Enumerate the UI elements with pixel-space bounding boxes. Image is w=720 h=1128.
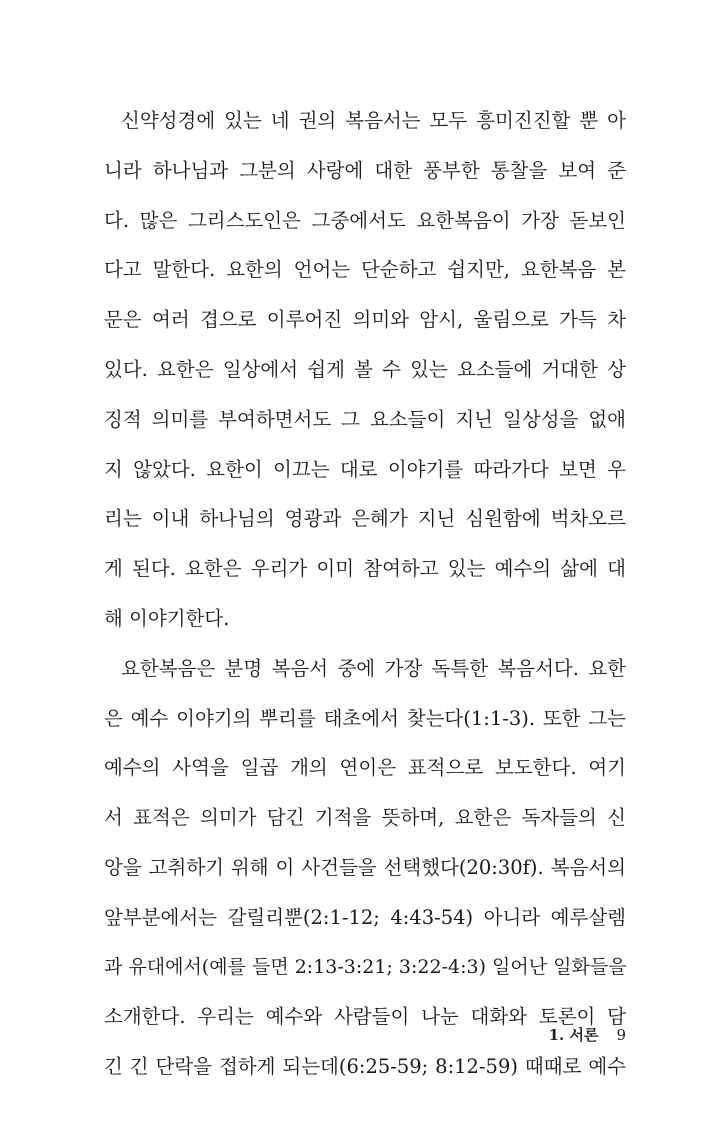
text-line: 징적 의미를 부여하면서도 그 요소들이 지닌 일상성을 없애	[104, 407, 626, 431]
text-line: 요한복음은 분명 복음서 중에 가장 독특한 복음서다. 요한	[121, 656, 626, 680]
text-line: 게 된다. 요한은 우리가 이미 참여하고 있는 예수의 삶에 대	[104, 557, 626, 581]
text-line: 있다. 요한은 일상에서 쉽게 볼 수 있는 요소들에 거대한 상	[104, 357, 626, 381]
text-line: 해 이야기한다.	[104, 606, 230, 630]
text-line: 긴 긴 단락을 접하게 되는데(6:25-59; 8:12-59) 때때로 예수	[104, 1055, 626, 1079]
text-line: 지 않았다. 요한이 이끄는 대로 이야기를 따라가다 보면 우	[104, 457, 626, 481]
text-line: 예수의 사역을 일곱 개의 연이은 표적으로 보도한다. 여기	[104, 756, 626, 780]
text-line: 리는 이내 하나님의 영광과 은혜가 지닌 심원함에 벅차오르	[104, 507, 626, 531]
text-line: 다. 많은 그리스도인은 그중에서도 요한복음이 가장 돋보인	[104, 208, 626, 232]
text-line: 은 예수 이야기의 뿌리를 태초에서 찾는다(1:1-3). 또한 그는	[104, 706, 626, 730]
text-line: 소개한다. 우리는 예수와 사람들이 나눈 대화와 토론이 담	[104, 1005, 626, 1029]
text-line: 신약성경에 있는 네 권의 복음서는 모두 흥미진진할 뿐 아	[121, 109, 626, 132]
text-line: 다고 말한다. 요한의 언어는 단순하고 쉽지만, 요한복음 본	[104, 258, 626, 282]
chapter-title: 1. 서론	[548, 1026, 599, 1044]
text-line: 앙을 고취하기 위해 이 사건들을 선택했다(20:30f). 복음서의	[104, 855, 626, 879]
text-line: 과 유대에서(예를 들면 2:13-3:21; 3:22-4:3) 일어난 일화들을	[104, 955, 627, 978]
text-line: 서 표적은 의미가 담긴 기적을 뜻하며, 요한은 독자들의 신	[104, 806, 626, 830]
text-line: 니라 하나님과 그분의 사랑에 대한 풍부한 통찰을 보여 준	[104, 158, 626, 182]
page-number: 9	[616, 1026, 626, 1044]
text-line: 앞부분에서는 갈릴리뿐(2:1-12; 4:43-54) 아니라 예루살렘	[104, 905, 626, 929]
page-footer	[549, 1024, 626, 1045]
body-text	[104, 96, 626, 1092]
text-line: 문은 여러 겹으로 이루어진 의미와 암시, 울림으로 가득 차	[104, 308, 626, 332]
